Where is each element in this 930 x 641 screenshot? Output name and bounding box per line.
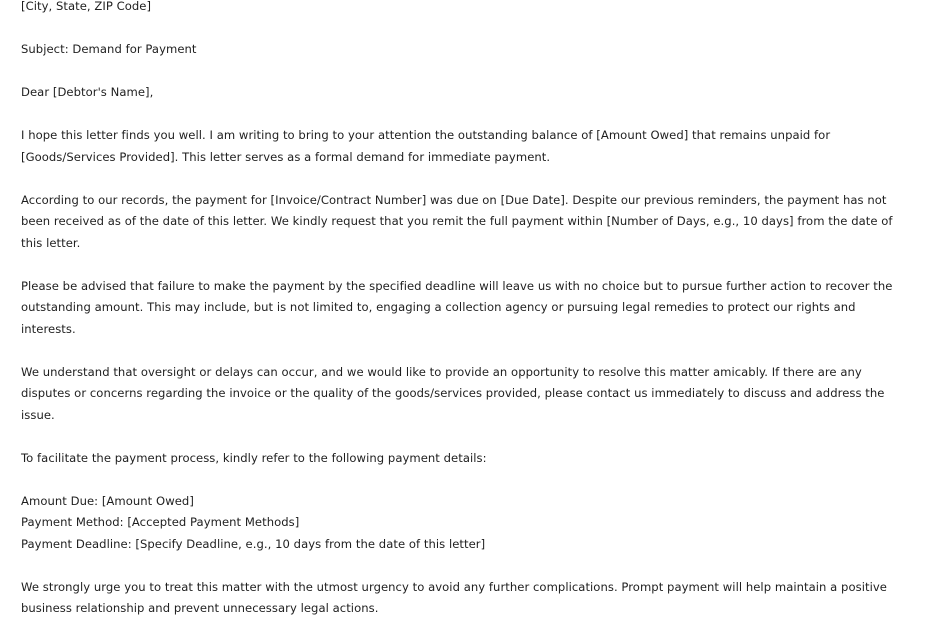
salutation: Dear [Debtor's Name], [21, 85, 154, 99]
address-line: [City, State, ZIP Code] [21, 0, 152, 13]
subject-line: Subject: Demand for Payment [21, 42, 197, 56]
paragraph-further-action: Please be advised that failure to make the payment by the specified deadline will leave us with no choice but to pursue further action to recover the outstanding amount. This may include, but is not limited to, engaging a collection agency or pursuing legal remedies to protect our rights and interests. [21, 278, 893, 336]
payment-method-line: Payment Method: [Accepted Payment Methods] [21, 515, 300, 529]
paragraph-payment-details-intro: To facilitate the payment process, kindly refer to the following payment details: [21, 450, 487, 465]
paragraph-resolve-amicably: We understand that oversight or delays can occur, and we would like to provide an opportunity to resolve this matter amicably. If there are any disputes or concerns regarding the invoice or the quality of the goods/services provided, please contact us immediately to discuss and address the issue. [21, 364, 885, 422]
amount-due-line: Amount Due: [Amount Owed] [21, 493, 194, 508]
letter-body [21, 0, 911, 641]
payment-deadline-line: Payment Deadline: [Specify Deadline, e.g., 10 days from the date of this letter] [21, 536, 486, 551]
paragraph-outstanding-balance: I hope this letter finds you well. I am writing to bring to your attention the outstanding balance of [Amount Owed] that remains unpaid for [Goods/Services Provided]. This letter serves as a formal demand for immediate payment. [21, 128, 831, 164]
closing-paragraph: We strongly urge you to treat this matter with the utmost urgency to avoid any further complications. Prompt payment will help maintain a positive business relationship and prevent unnecessary legal actions. [21, 579, 887, 615]
paragraph-records: According to our records, the payment for [Invoice/Contract Number] was due on [Due Date]. Despite our previous reminders, the payment has not been received as of the date of this letter. We kindly request that you remit the full payment within [Number of Days, e.g., 10 days] from the date of this letter. [21, 192, 893, 250]
payment-details [21, 491, 911, 556]
